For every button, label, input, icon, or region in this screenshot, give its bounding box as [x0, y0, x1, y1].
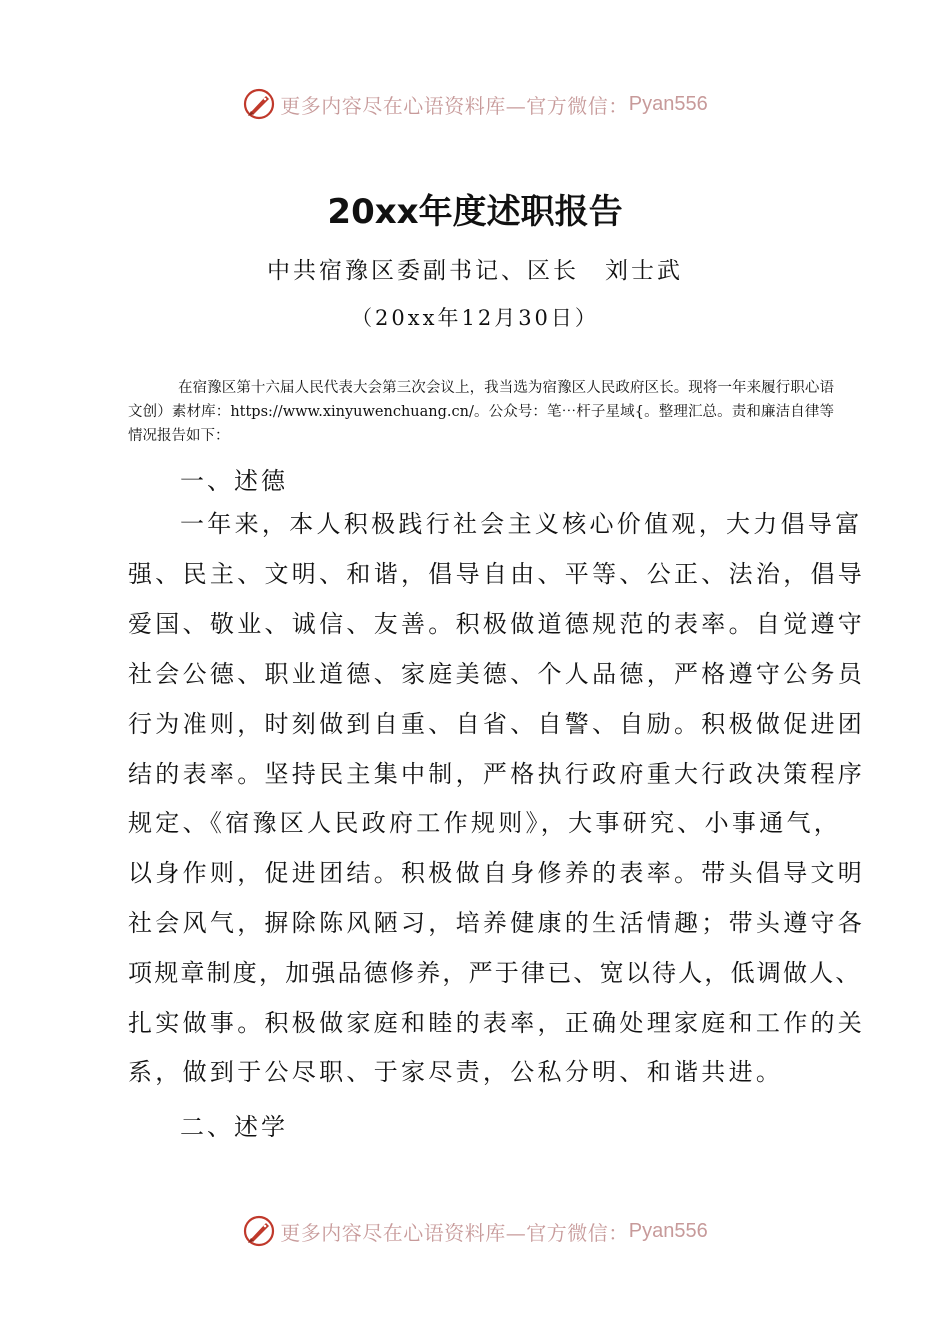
- section-heading-2: 二、述学: [180, 1113, 288, 1141]
- banner-text: 更多内容尽在心语资料库—官方微信：: [280, 93, 629, 118]
- body-line: 扎实做事。积极做家庭和睦的表率，正确处理家庭和工作的关: [128, 1009, 866, 1037]
- body-line: 社会公德、职业道德、家庭美德、个人品德，严格遵守公务员: [128, 660, 866, 688]
- section-heading-1: 一、述德: [180, 467, 288, 495]
- body-line: 规定、《宿豫区人民政府工作规则》，大事研究、小事通气，: [128, 809, 842, 837]
- body-line: 以身作则，促进团结。积极做自身修养的表率。带头倡导文明: [128, 859, 866, 887]
- header-banner: [0, 84, 950, 124]
- document-author: 中共宿豫区委副书记、区长 刘士武: [267, 258, 683, 284]
- banner-wechat-id: Pyan556: [628, 1219, 708, 1242]
- body-line: 项规章制度，加强品德修养，严于律已、宽以待人，低调做人、: [128, 959, 862, 987]
- banner-wechat-id: Pyan556: [628, 92, 708, 115]
- body-line: 行为准则，时刻做到自重、自省、自警、自励。积极做促进团: [128, 710, 866, 738]
- footer-banner: [0, 1211, 950, 1251]
- body-line: 系，做到于公尽职、于家尽责，公私分明、和谐共进。: [128, 1058, 784, 1086]
- pen-logo-icon: [242, 87, 276, 121]
- body-line: 社会风气，摒除陈风陋习，培养健康的生活情趣；带头遵守各: [128, 909, 866, 937]
- document-date: （20xx年12月30日）: [351, 306, 599, 330]
- body-line: 结的表率。坚持民主集中制，严格执行政府重大行政决策程序: [128, 760, 866, 788]
- body-line: 一年来，本人积极践行社会主义核心价值观，大力倡导富: [180, 510, 863, 538]
- banner-text: 更多内容尽在心语资料库—官方微信：: [280, 1220, 629, 1245]
- body-line: 爱国、敬业、诚信、友善。积极做道德规范的表率。自觉遵守: [128, 610, 866, 638]
- body-line: 强、民主、文明、和谐，倡导自由、平等、公正、法治，倡导: [128, 560, 866, 588]
- intro-paragraph: 在宿豫区第十六届人民代表大会第三次会议上，我当选为宿豫区人民政府区长。现将一年来履行职心语文创）素材库：https://www.xinyuwenchuang.cn/。公众号：笔⋯杆子星域{。整理汇总。责和廉洁自律等情况报告如下：: [128, 380, 834, 444]
- document-title: 20xx年度述职报告: [327, 192, 623, 232]
- pen-logo-icon: [242, 1214, 276, 1248]
